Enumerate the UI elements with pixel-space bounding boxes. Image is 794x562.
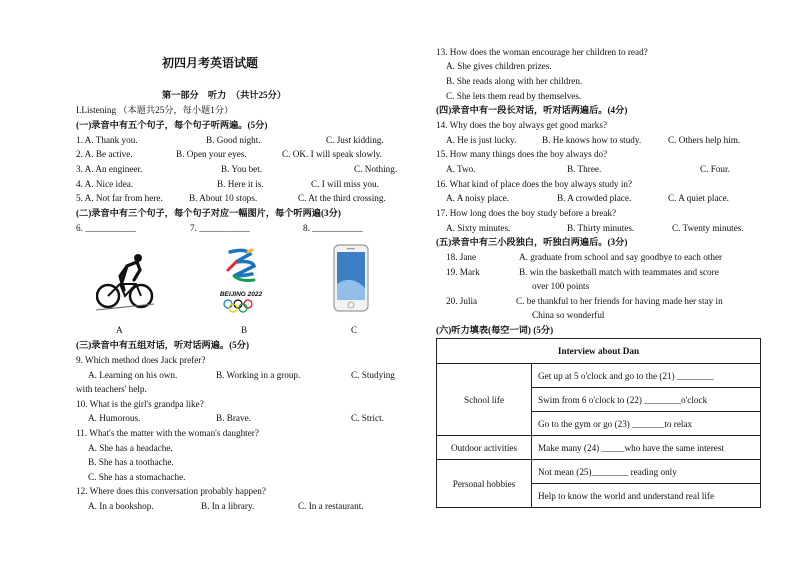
section5-heading: (五)录音中有三小段独白，听独白两遍后。(3分) xyxy=(436,237,628,247)
q12-stem: 12. Where does this conversation probably happen? xyxy=(76,486,266,496)
q13-c: C. She lets them read by themselves. xyxy=(446,91,582,101)
q2-a: 2. A. Be active. xyxy=(76,149,133,159)
q11-stem: 11. What's the matter with the woman's daughter? xyxy=(76,428,259,438)
blank-25-cell: Not mean (25)________ reading only xyxy=(532,460,761,484)
q12-c: C. In a restaurant. xyxy=(298,501,364,511)
q19-cont: over 100 points xyxy=(532,281,590,291)
table-header-row xyxy=(437,339,761,364)
category-hobbies: Personal hobbies xyxy=(437,460,532,508)
q15-stem: 15. How many things does the boy always do? xyxy=(436,149,608,159)
q18-text: A. graduate from school and say goodbye to each other xyxy=(519,252,723,262)
q11-a: A. She has a headache. xyxy=(88,443,173,453)
blank-23-cell: Go to the gym or go (23) _______to relax xyxy=(532,412,761,436)
q9-cont: with teachers' help. xyxy=(76,384,147,394)
q17-c: C. Twenty minutes. xyxy=(672,223,744,233)
q19-num: 19. Mark xyxy=(446,267,480,277)
smartphone-picture xyxy=(333,244,369,312)
q9-a: A. Learning on his own. xyxy=(88,370,178,380)
olympic-emblem xyxy=(212,246,270,312)
q9-c: C. Studying xyxy=(351,370,395,380)
q4-a: 4. A. Nice idea. xyxy=(76,179,134,189)
interview-table xyxy=(436,338,761,508)
section1-heading: (一)录音中有五个句子，每个句子听两遍。(5分) xyxy=(76,120,268,130)
q3-a: 3. A. An engineer. xyxy=(76,164,143,174)
section4-heading: (四)录音中有一段长对话，听对话两遍后。(4分) xyxy=(436,105,628,115)
q5-c: C. At the third crossing. xyxy=(298,193,386,203)
q14-stem: 14. Why does the boy always get good marks? xyxy=(436,120,608,130)
table-row xyxy=(437,460,761,484)
listening-header: I.Listening （本题共25分，每小题1分） xyxy=(76,105,234,115)
emblem-mark xyxy=(212,246,270,286)
table-row xyxy=(437,436,761,460)
q14-b: B. He knows how to study. xyxy=(542,135,642,145)
q1-c: C. Just kidding. xyxy=(326,135,384,145)
q2-c: C. OK. I will speak slowly. xyxy=(282,149,382,159)
section2-heading: (二)录音中有三个句子，每个句子对应一幅图片，每个听两遍(3分) xyxy=(76,208,341,218)
q14-c: C. Others help him. xyxy=(668,135,741,145)
q16-a: A. A noisy place. xyxy=(446,193,510,203)
q17-stem: 17. How long does the boy study before a break? xyxy=(436,208,617,218)
pic-label-a: A xyxy=(116,325,123,335)
q16-stem: 16. What kind of place does the boy always study in? xyxy=(436,179,633,189)
q13-stem: 13. How does the woman encourage her children to read? xyxy=(436,47,648,57)
q5-a: 5. A. Not far from here. xyxy=(76,193,163,203)
q11-b: B. She has a toothache. xyxy=(88,457,174,467)
q15-b: B. Three. xyxy=(567,164,602,174)
q1-a: 1. A. Thank you. xyxy=(76,135,138,145)
q20-text: C. be thankful to her friends for having made her stay in xyxy=(516,296,723,306)
blank-21-cell: Get up at 5 o'clock and go to the (21) ________ xyxy=(532,364,761,388)
table-row xyxy=(437,364,761,388)
blank-7: 7. ___________ xyxy=(190,223,250,233)
page-title: 初四月考英语试题 xyxy=(162,56,259,70)
table-title: Interview about Dan xyxy=(437,339,761,364)
q3-c: C. Nothing. xyxy=(354,164,398,174)
category-school-life: School life xyxy=(437,364,532,436)
emblem-text: BEIJING 2022 xyxy=(219,291,263,298)
q10-a: A. Humorous. xyxy=(88,413,141,423)
q20-num: 20. Julia xyxy=(446,296,478,306)
olympic-rings-icon xyxy=(212,299,270,313)
cyclist-picture xyxy=(96,246,154,312)
q20-cont: China so wonderful xyxy=(532,310,605,320)
category-outdoor: Outdoor activities xyxy=(437,436,532,460)
q4-c: C. I will miss you. xyxy=(311,179,379,189)
q10-c: C. Strict. xyxy=(351,413,384,423)
q10-stem: 10. What is the girl's grandpa like? xyxy=(76,399,204,409)
hobby-cell: Help to know the world and understand real life xyxy=(532,484,761,508)
q3-b: B. You bet. xyxy=(221,164,263,174)
q16-c: C. A quiet place. xyxy=(668,193,729,203)
q9-b: B. Working in a group. xyxy=(216,370,301,380)
q16-b: B. A crowded place. xyxy=(557,193,632,203)
q1-b: B. Good night. xyxy=(206,135,261,145)
pic-label-c: C xyxy=(351,325,358,335)
q14-a: A. He is just lucky. xyxy=(446,135,517,145)
part1-heading: 第一部分 听力 （共计25分） xyxy=(162,90,287,100)
pic-label-b: B xyxy=(241,325,248,335)
q5-b: B. About 10 stops. xyxy=(189,193,258,203)
blank-22-cell: Swim from 6 o'clock to (22) ________o'clock xyxy=(532,388,761,412)
q4-b: B. Here it is. xyxy=(217,179,264,189)
section6-heading: (六)听力填表(每空一词) (5分) xyxy=(436,325,554,335)
blank-24-cell: Make many (24) _____who have the same interest xyxy=(532,436,761,460)
q15-c: C. Four. xyxy=(700,164,730,174)
q13-b: B. She reads along with her children. xyxy=(446,76,583,86)
q9-stem: 9. Which method does Jack prefer? xyxy=(76,355,206,365)
q2-b: B. Open your eyes. xyxy=(176,149,247,159)
q17-a: A. Sixty minutes. xyxy=(446,223,511,233)
q17-b: B. Thirty minutes. xyxy=(567,223,635,233)
q13-a: A. She gives children prizes. xyxy=(446,61,552,71)
q19-text: B. win the basketball match with teammates and score xyxy=(519,267,719,277)
blank-8: 8. ___________ xyxy=(303,223,363,233)
q12-b: B. In a library. xyxy=(201,501,255,511)
blank-6: 6. ___________ xyxy=(76,223,136,233)
q12-a: A. In a bookshop. xyxy=(88,501,154,511)
q11-c: C. She has a stomachache. xyxy=(88,472,186,482)
section3-heading: (三)录音中有五组对话，听对话两遍。(5分) xyxy=(76,340,250,350)
q15-a: A. Two. xyxy=(446,164,476,174)
q18-num: 18. Jane xyxy=(446,252,477,262)
q10-b: B. Brave. xyxy=(216,413,251,423)
